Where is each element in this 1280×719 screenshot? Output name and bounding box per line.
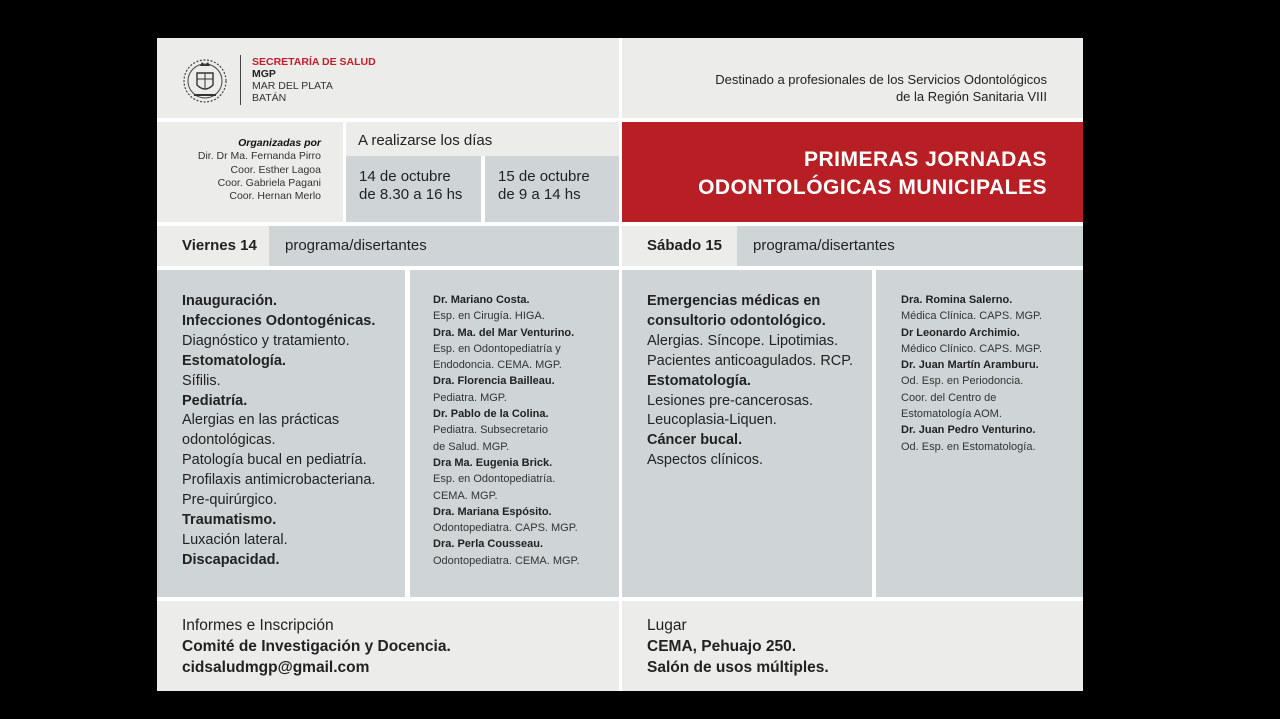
program-topic: Patología bucal en pediatría. (182, 452, 367, 469)
program-topic: Lesiones pre-cancerosas. (647, 392, 814, 409)
saturday-subtitle-panel (737, 226, 1083, 266)
saturday-label: Sábado 15 (647, 237, 723, 254)
friday-subtitle-panel (269, 226, 619, 266)
event-title (698, 146, 1047, 202)
speaker-line: Odontopediatra. CEMA. MGP. (433, 554, 580, 567)
organization-block (252, 56, 376, 104)
speaker-line: Pediatra. Subsecretario (433, 424, 548, 437)
info-email: cidsaludmgp@gmail.com (182, 659, 370, 676)
friday-topics-panel (157, 270, 405, 597)
date-day1-panel (346, 156, 481, 222)
program-topic: odontológicas. (182, 432, 276, 449)
saturday-topics-panel (622, 270, 872, 597)
program-topic: Emergencias médicas en (647, 293, 821, 309)
info-title: Informes e Inscripción (182, 617, 334, 634)
saturday-speakers (901, 292, 1042, 455)
friday-subtitle: programa/disertantes (285, 237, 427, 254)
organizer-name: Coor. Gabriela Pagani (217, 176, 321, 189)
org-batan: BATÁN (252, 92, 287, 104)
date-day2 (498, 168, 590, 204)
organizer-name: Dir. Dr Ma. Fernanda Pirro (197, 150, 321, 163)
friday-label: Viernes 14 (182, 237, 257, 254)
date-day2-line1: 15 de octubre (498, 168, 590, 185)
speaker-line: Dra. Mariana Espósito. (433, 505, 552, 518)
program-topic: Aspectos clínicos. (647, 452, 764, 469)
event-title-panel (622, 122, 1083, 222)
organizers-panel (157, 122, 343, 222)
organizer-name: Coor. Hernan Merlo (229, 190, 321, 203)
friday-speakers-panel (410, 270, 619, 597)
info-committee: Comité de Investigación y Docencia. (182, 638, 451, 655)
program-topic: Estomatología. (647, 372, 751, 389)
saturday-subtitle: programa/disertantes (753, 237, 895, 254)
dates-title: A realizarse los días (358, 132, 493, 149)
speaker-line: Dra. Perla Cousseau. (433, 538, 544, 551)
header-org-panel (157, 38, 619, 118)
program-topic: Luxación lateral. (182, 531, 288, 548)
program-topic: Pre-quirúrgico. (182, 492, 278, 509)
speaker-line: Médico Clínico. CAPS. MGP. (901, 342, 1043, 355)
program-topic: Inauguración. (182, 293, 278, 309)
dates-title-panel (346, 122, 619, 156)
speaker-line: Dra. Romina Salerno. (901, 294, 1013, 306)
org-mgp: MGP (252, 68, 276, 80)
program-topic: Alergias. Síncope. Lipotimias. (647, 332, 839, 349)
saturday-label-panel (622, 226, 737, 266)
program-topic: Traumatismo. (182, 511, 277, 528)
place-room: Salón de usos múltiples. (647, 659, 829, 676)
date-day1-line1: 14 de octubre (359, 168, 451, 185)
place-address: CEMA, Pehuajo 250. (647, 638, 797, 655)
saturday-speakers-panel (876, 270, 1083, 597)
date-day1 (359, 168, 462, 204)
audience-text (715, 71, 1047, 105)
audience-line-1: Destinado a profesionales de los Servicios Odontológicos (715, 72, 1047, 87)
speaker-line: Esp. en Cirugía. HIGA. (433, 310, 545, 323)
header-divider (240, 55, 241, 105)
speaker-line: Dr Leonardo Archimio. (901, 326, 1020, 339)
speaker-line: Od. Esp. en Estomatología. (901, 440, 1036, 453)
program-topic: consultorio odontológico. (647, 312, 826, 329)
program-topic: Discapacidad. (182, 551, 280, 568)
speaker-line: Od. Esp. en Periodoncia. (901, 375, 1024, 388)
friday-topics (182, 292, 375, 571)
speaker-line: Dra. Ma. del Mar Venturino. (433, 326, 575, 339)
speaker-line: Dr. Mariano Costa. (433, 294, 530, 306)
event-title-line2: ODONTOLÓGICAS MUNICIPALES (698, 176, 1047, 199)
speaker-line: Esp. en Odontopediatría. (433, 473, 556, 486)
program-topic: Alergias en las prácticas (182, 412, 340, 429)
friday-speakers (433, 292, 580, 569)
event-title-line1: PRIMERAS JORNADAS (803, 148, 1047, 171)
saturday-topics (647, 292, 853, 471)
program-topic: Sífilis. (182, 372, 221, 389)
place-block (647, 615, 829, 678)
info-panel (157, 601, 619, 691)
municipal-seal-icon (180, 55, 230, 105)
speaker-line: Esp. en Odontopediatría y (433, 342, 561, 355)
organizers-title: Organizadas por (238, 137, 321, 149)
org-secretaria: SECRETARÍA DE SALUD (252, 56, 376, 68)
org-city: MAR DEL PLATA (252, 80, 333, 92)
friday-label-panel (157, 226, 269, 266)
date-day2-line2: de 9 a 14 hs (498, 186, 581, 203)
date-day2-panel (485, 156, 619, 222)
place-panel (622, 601, 1083, 691)
program-topic: Profilaxis antimicrobacteriana. (182, 472, 376, 489)
organizers-list (198, 137, 321, 203)
speaker-line: Dra Ma. Eugenia Brick. (433, 456, 553, 469)
audience-line-2: de la Región Sanitaria VIII (895, 89, 1047, 104)
program-topic: Leucoplasia-Liquen. (647, 412, 777, 429)
speaker-line: de Salud. MGP. (433, 440, 510, 453)
speaker-line: Coor. del Centro de (901, 391, 997, 404)
speaker-line: Pediatra. MGP. (433, 391, 507, 404)
speaker-line: Dr. Pablo de la Colina. (433, 408, 549, 421)
organizer-name: Coor. Esther Lagoa (230, 163, 321, 176)
place-title: Lugar (647, 617, 687, 634)
program-topic: Infecciones Odontogénicas. (182, 312, 376, 329)
program-topic: Estomatología. (182, 352, 286, 369)
speaker-line: Endodoncia. CEMA. MGP. (433, 359, 562, 372)
header-audience-panel (622, 38, 1083, 118)
date-day1-line2: de 8.30 a 16 hs (359, 186, 463, 203)
speaker-line: Dra. Florencia Bailleau. (433, 375, 555, 388)
speaker-line: Médica Clínica. CAPS. MGP. (901, 310, 1043, 323)
speaker-line: Estomatología AOM. (901, 408, 1002, 421)
info-block (182, 615, 451, 678)
speaker-line: Odontopediatra. CAPS. MGP. (433, 522, 578, 535)
speaker-line: Dr. Juan Martín Aramburu. (901, 359, 1039, 372)
program-topic: Pacientes anticoagulados. RCP. (647, 352, 854, 369)
speaker-line: CEMA. MGP. (433, 489, 498, 502)
program-topic: Pediatría. (182, 392, 248, 409)
speaker-line: Dr. Juan Pedro Venturino. (901, 424, 1036, 437)
program-topic: Diagnóstico y tratamiento. (182, 332, 350, 349)
event-flyer (157, 38, 1083, 691)
program-topic: Cáncer bucal. (647, 432, 743, 449)
